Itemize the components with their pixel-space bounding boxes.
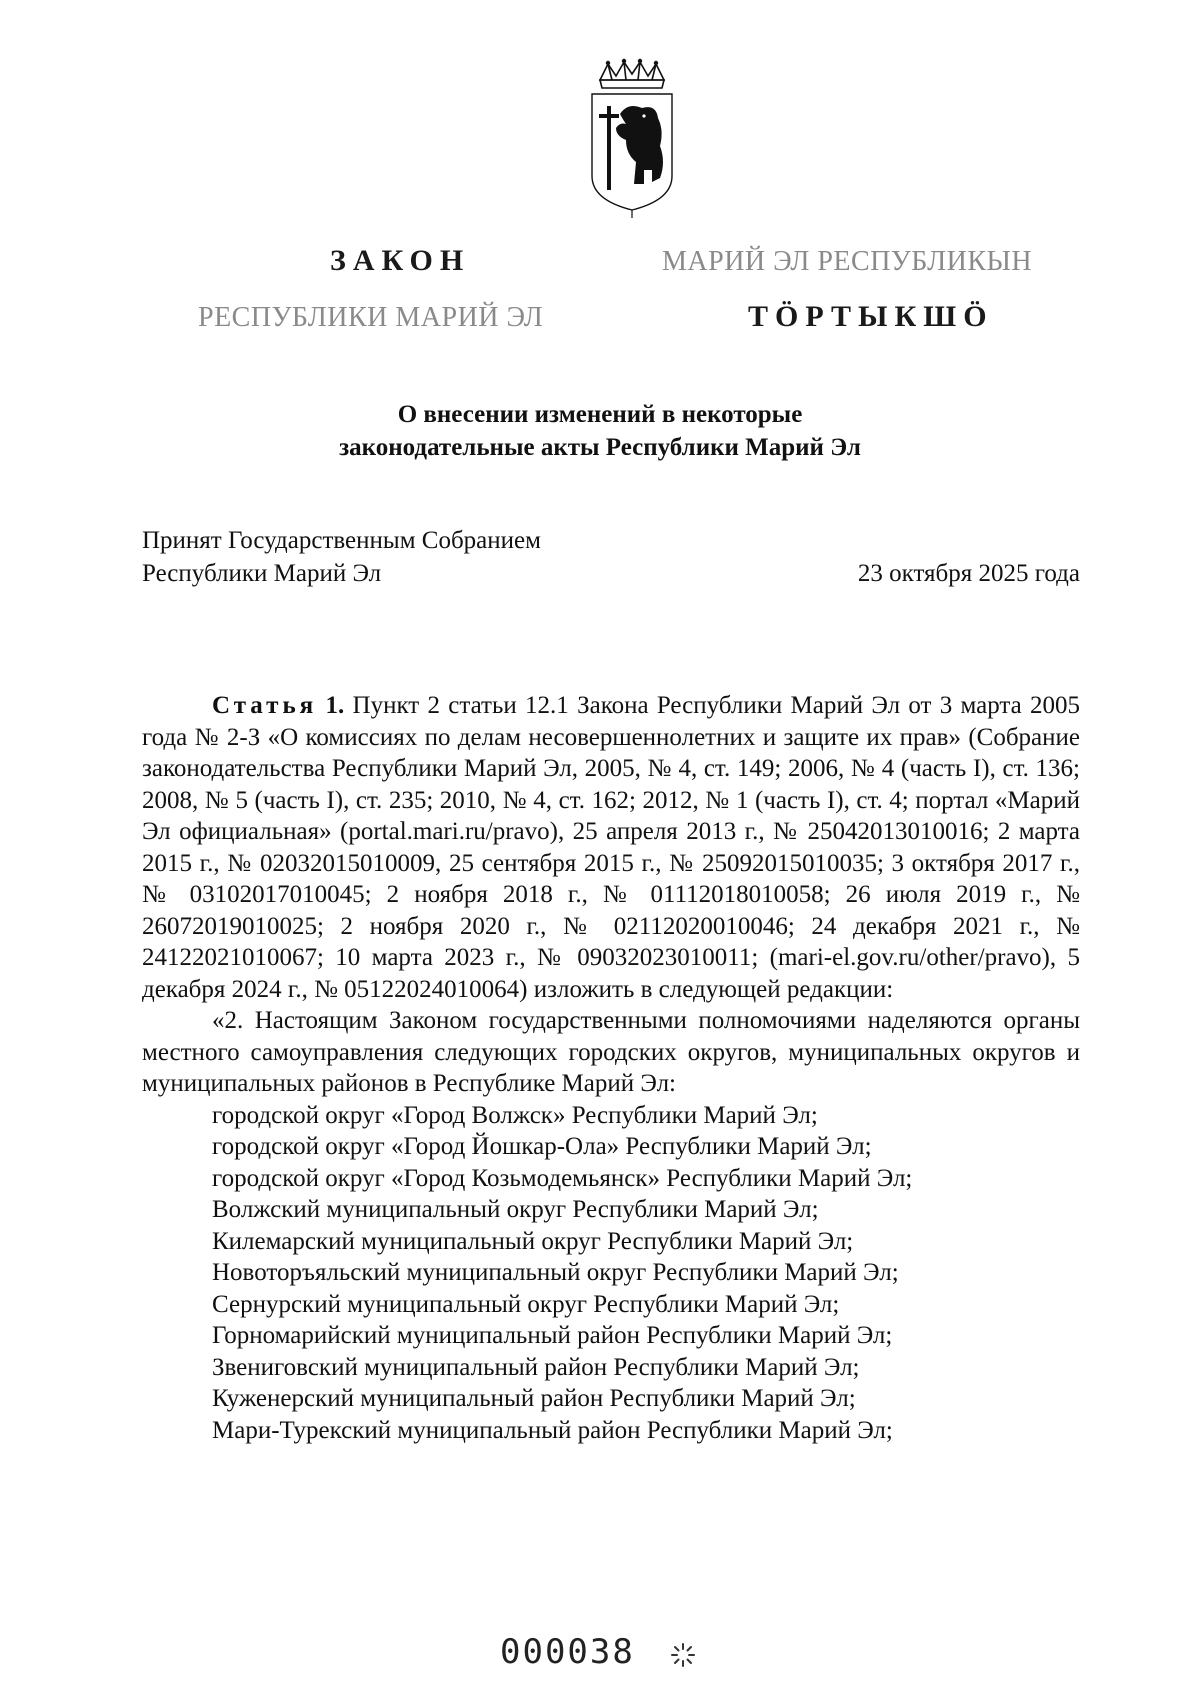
adoption-line2: Республики Марий Эл [142, 560, 382, 587]
adoption-date: 23 октября 2025 года [857, 560, 1080, 587]
coat-of-arms-icon [586, 58, 678, 230]
list-item: городской округ «Город Йошкар-Ола» Республики Марий Эл; [212, 1133, 872, 1160]
law-title-russian: ЗАКОН [330, 244, 471, 277]
article-1 [142, 690, 1080, 1446]
republic-name-russian: РЕСПУБЛИКИ МАРИЙ ЭЛ [198, 302, 544, 333]
article-1-quote-intro: «2. Настоящим Законом государственными полномочиями наделяются органы местного самоуправления следующих городских округов, муниципальных округов и муниципальных районов в Республике Марий Эл: [142, 1007, 1080, 1097]
list-item: Куженерский муниципальный район Республики Марий Эл; [212, 1385, 856, 1412]
article-1-text: Пункт 2 статьи 12.1 Закона Республики Марий Эл от 3 марта 2005 года № 2-З «О комиссиях по делам несовершеннолетних и защите их прав» (Собрание законодательства Республики Марий Эл, 2005, № 4, ст. 149; 2006, № 4 (часть I), ст. 136; 2008, № 5 (часть I), ст. 235; 2010, № 4, ст. 162; 2012, № 1 (часть I), ст. 4; портал «Марий Эл официальная» (portal.mari.ru/pravo), 25 апреля 2013 г., № 25042013010016; 2 марта 2015 г., № 02032015010009, 25 сентября 2015 г., № 25092015010035; 3 октября 2017 г., № 03102017010045; 2 ноября 2018 г., № 01112018010058; 26 июля 2019 г., № 26072019010025; 2 ноября 2020 г., № 02112020010046; 24 декабря 2021 г., № 24122021010067; 10 марта 2023 г., № 09032023010011; (mari-el.gov.ru/other/pravo), 5 декабря 2024 г., № 05122024010064) изложить в следующей редакции: [142, 692, 1081, 1003]
municipality-list [142, 1100, 1080, 1447]
list-item: Звениговский муниципальный район Республики Марий Эл; [212, 1353, 860, 1381]
list-item: Мари-Турекский муниципальный район Республики Марий Эл; [212, 1416, 893, 1444]
adoption-statement [142, 524, 541, 590]
republic-name-mari: МАРИЙ ЭЛ РЕСПУБЛИКЫН [662, 246, 1033, 277]
list-item: городской округ «Город Волжск» Республики Марий Эл; [212, 1101, 818, 1129]
adoption-line1: Принят Государственным Собранием [142, 527, 541, 554]
article-label: Статья [212, 692, 318, 719]
law-title-mari: ТӦРТЫКШӦ [748, 300, 994, 333]
list-item: Сернурский муниципальный округ Республики Марий Эл; [212, 1290, 840, 1318]
serial-number: 000038 [500, 1632, 635, 1672]
document-title [0, 398, 1200, 464]
article-number: 1. [325, 692, 345, 719]
list-item: Новоторъяльский муниципальный округ Республики Марий Эл; [212, 1259, 899, 1286]
list-item: городской округ «Город Козьмодемьянск» Республики Марий Эл; [212, 1164, 913, 1192]
document-title-line2: законодательные акты Республики Марий Эл [339, 434, 861, 461]
list-item: Волжский муниципальный округ Республики Марий Эл; [212, 1196, 819, 1223]
stamp-asterisk-icon [668, 1640, 698, 1670]
list-item: Горномарийский муниципальный район Республики Марий Эл; [212, 1322, 893, 1349]
list-item: Килемарский муниципальный округ Республики Марий Эл; [212, 1227, 854, 1255]
document-title-line1: О внесении изменений в некоторые [397, 401, 803, 428]
article-1-paragraph [142, 690, 1080, 1005]
